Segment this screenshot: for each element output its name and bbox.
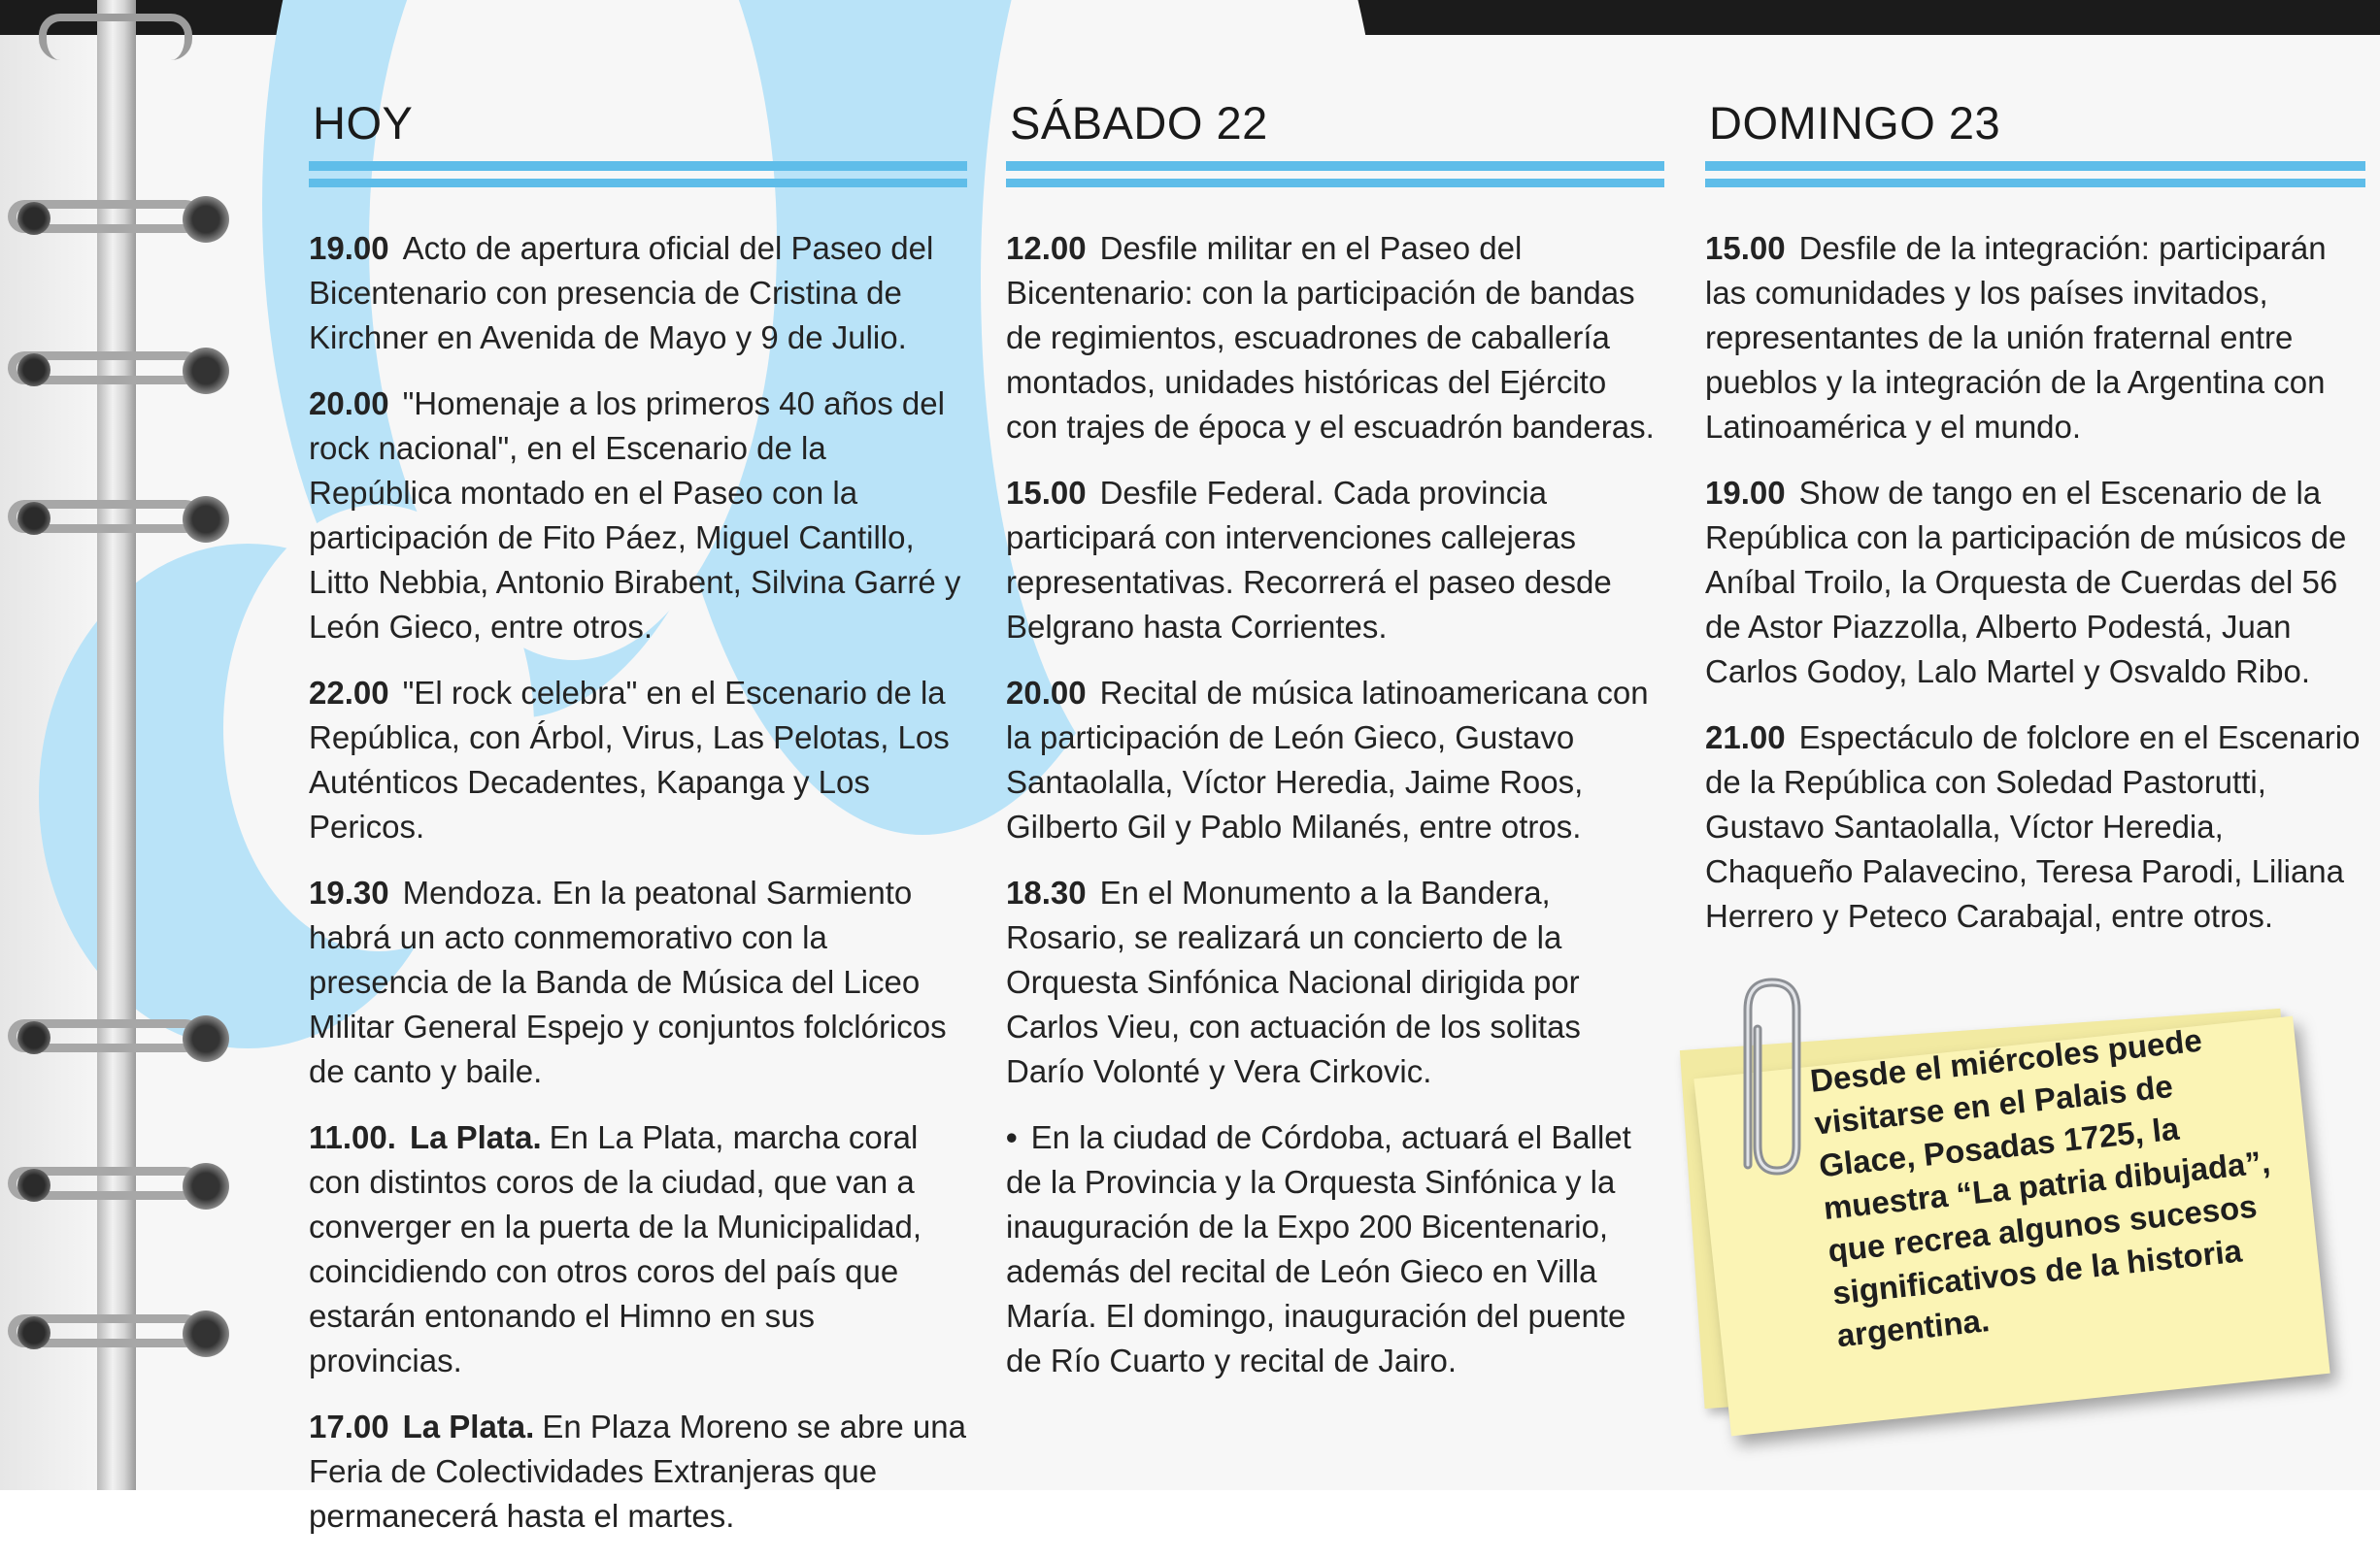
heading-rule — [309, 179, 967, 187]
entry-time: 20.00 — [1006, 675, 1087, 711]
binder-ring-icon — [8, 490, 229, 547]
schedule-entry — [309, 226, 967, 360]
entry-text: Show de tango en el Escenario de la República con la participación de músicos de Aníbal Troilo, la Orquesta de Cuerdas del 56 de Astor Piazzolla, Alberto Podestá, Juan Carlos Godoy, Lalo Martel y Osvaldo Ribo. — [1705, 475, 2347, 689]
entry-time: 11.00. — [309, 1119, 396, 1155]
schedule-entry — [1006, 471, 1664, 649]
entry-text: En Plaza Moreno se abre una Feria de Colectividades Extranjeras que permanecerá hasta el martes. — [309, 1409, 966, 1534]
schedule-entry — [1006, 1115, 1664, 1383]
entry-text: Espectáculo de folclore en el Escenario de la República con Soledad Pastorutti, Gustavo Santaolalla, Víctor Heredia, Chaqueño Palavecino, Teresa Parodi, Liliana Herrero y Peteco Carabajal, entre otros. — [1705, 719, 2361, 934]
schedule-entry — [1006, 871, 1664, 1094]
entry-time: 12.00 — [1006, 230, 1087, 266]
schedule-entry — [309, 671, 967, 849]
entry-time: • — [1006, 1119, 1018, 1155]
entry-list — [309, 226, 967, 1539]
entry-text: Mendoza. En la peatonal Sarmiento habrá un acto conmemorativo con la presencia de la Banda de Música del Liceo Militar General Espejo y conjuntos folclóricos de canto y baile. — [309, 875, 947, 1089]
heading-rule — [1705, 161, 2365, 171]
entry-time: 18.30 — [1006, 875, 1087, 911]
schedule-entry — [1006, 671, 1664, 849]
schedule-entry — [1705, 471, 2365, 694]
heading-rule — [1006, 161, 1664, 171]
entry-list — [1705, 226, 2365, 939]
binder-ring-icon — [8, 342, 229, 398]
entry-time: 15.00 — [1006, 475, 1087, 511]
binder-ring-icon — [8, 1157, 229, 1213]
column-heading: SÁBADO 22 — [1010, 97, 1268, 149]
entry-text: "El rock celebra" en el Escenario de la República, con Árbol, Virus, Las Pelotas, Los Auténticos Decadentes, Kapanga y Los Pericos. — [309, 675, 950, 845]
binder-ring-icon — [8, 190, 229, 247]
schedule-entry — [309, 382, 967, 649]
entry-time: 19.30 — [309, 875, 389, 911]
entry-time: 19.00 — [309, 230, 389, 266]
schedule-entry — [309, 1405, 967, 1539]
heading-rule — [1705, 179, 2365, 187]
schedule-entry — [309, 871, 967, 1094]
entry-place: La Plata. — [402, 1409, 535, 1444]
entry-text: Recital de música latinoamericana con la participación de León Gieco, Gustavo Santaolalla, Víctor Heredia, Jaime Roos, Gilberto Gil y Pablo Milanés, entre otros. — [1006, 675, 1649, 845]
heading-rule — [309, 161, 967, 171]
entry-text: En La Plata, marcha coral con distintos coros de la ciudad, que van a converger en la puerta de la Municipalidad, coincidiendo con otros coros del país que estarán entonando el Himno en sus provincias. — [309, 1119, 922, 1378]
column-heading: HOY — [313, 97, 414, 149]
entry-text: "Homenaje a los primeros 40 años del rock nacional", en el Escenario de la República montado en el Paseo con la participación de Fito Páez, Miguel Cantillo, Litto Nebbia, Antonio Birabent, Silvina Garré y León Gieco, entre otros. — [309, 385, 961, 645]
entry-text: Acto de apertura oficial del Paseo del Bicentenario con presencia de Cristina de Kirchner en Avenida de Mayo y 9 de Julio. — [309, 230, 934, 355]
entry-time: 15.00 — [1705, 230, 1786, 266]
entry-time: 22.00 — [309, 675, 389, 711]
schedule-entry — [1705, 226, 2365, 449]
entry-time: 20.00 — [309, 385, 389, 421]
column-sabado — [1006, 93, 1664, 1405]
entry-place: La Plata. — [409, 1119, 542, 1155]
heading-rule — [1006, 179, 1664, 187]
column-heading: DOMINGO 23 — [1709, 97, 2001, 149]
entry-text: Desfile de la integración: participarán las comunidades y los países invitados, representantes de la unión fraternal entre pueblos y la integración de la Argentina con Latinoamérica y el mundo. — [1705, 230, 2327, 445]
column-hoy — [309, 93, 967, 1560]
schedule-entry — [1006, 226, 1664, 449]
entry-text: En la ciudad de Córdoba, actuará el Ballet de la Provincia y la Orquesta Sinfónica y la inauguración de la Expo 200 Bicentenario, además del recital de León Gieco en Villa María. El domingo, inauguración del puente de Río Cuarto y recital de Jairo. — [1006, 1119, 1631, 1378]
sticky-note-text: Desde el miércoles puede visitarse en el Palais de Glace, Posadas 1725, la muestra “La patria dibujada”, que recrea algunos sucesos significativos de la historia argentina. — [1808, 1021, 2272, 1354]
schedule-entry — [1705, 715, 2365, 939]
entry-text: Desfile Federal. Cada provincia participará con intervenciones callejeras representativas. Recorrerá el paseo desde Belgrano hasta Corrientes. — [1006, 475, 1612, 645]
entry-text: En el Monumento a la Bandera, Rosario, se realizará un concierto de la Orquesta Sinfónica Nacional dirigida por Carlos Vieu, con actuación de los solitas Darío Volonté y Vera Cirkovic. — [1006, 875, 1581, 1089]
schedule-entry — [309, 1115, 967, 1383]
binder-ring-icon — [8, 1010, 229, 1066]
paperclip-icon — [1719, 971, 1826, 1194]
entry-list — [1006, 226, 1664, 1383]
entry-time: 21.00 — [1705, 719, 1786, 755]
binder-ring-icon — [8, 1305, 229, 1361]
entry-time: 17.00 — [309, 1409, 389, 1444]
binder-top-clip — [39, 14, 192, 60]
column-domingo — [1705, 93, 2365, 960]
entry-time: 19.00 — [1705, 475, 1786, 511]
entry-text: Desfile militar en el Paseo del Bicentenario: con la participación de bandas de regimientos, escuadrones de caballería montados, unidades históricas del Ejército con trajes de época y el escuadrón banderas. — [1006, 230, 1655, 445]
